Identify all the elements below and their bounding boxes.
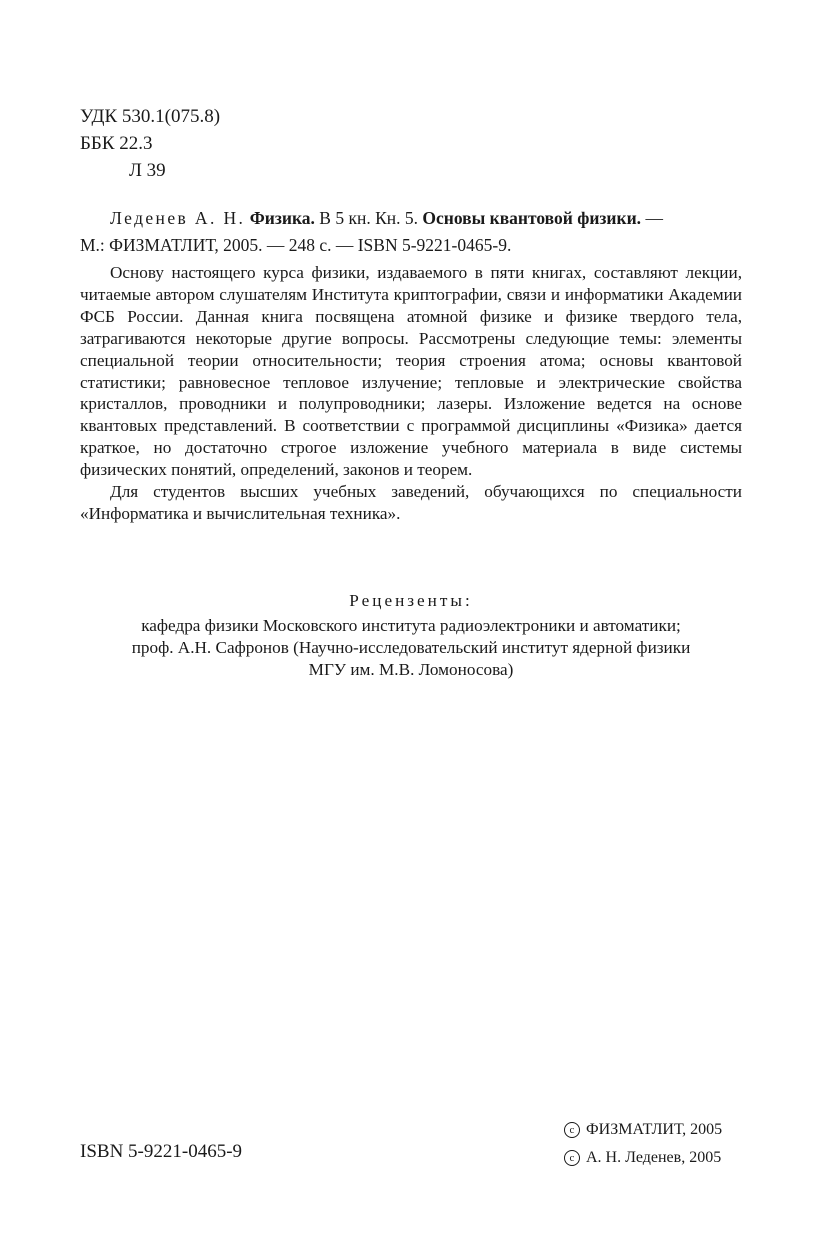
- classification-block: [80, 103, 220, 184]
- author-name: Леденев А. Н.: [110, 208, 246, 228]
- bbk-code: ББК 22.3: [80, 133, 153, 154]
- reviewer-line: МГУ им. М.В. Ломоносова): [308, 660, 514, 679]
- copyright-icon: c: [564, 1122, 580, 1138]
- copyright-holder: ФИЗМАТЛИТ, 2005: [586, 1121, 723, 1138]
- reviewers-heading: Рецензенты:: [349, 591, 473, 610]
- book-title: Физика.: [249, 208, 315, 228]
- reviewer-line: проф. А.Н. Сафронов (Научно-исследовательский институт ядерной физики: [131, 638, 691, 657]
- abstract: [80, 262, 742, 525]
- copyright-icon: c: [564, 1150, 580, 1166]
- volume-info: В 5 кн. Кн. 5.: [319, 208, 418, 228]
- copyright-line: [564, 1144, 722, 1172]
- title-dash: —: [645, 208, 663, 228]
- reviewer-line: кафедра физики Московского института радиоэлектроники и автоматики;: [141, 616, 681, 635]
- isbn-number: ISBN 5-9221-0465-9: [80, 1141, 243, 1162]
- reviewers-block: [80, 590, 742, 681]
- udk-code: УДК 530.1(075.8): [80, 106, 221, 127]
- book-subtitle: Основы квантовой физики.: [422, 208, 642, 228]
- copyright-line: [564, 1116, 722, 1144]
- imprint: М.: ФИЗМАТЛИТ, 2005. — 248 с. — ISBN 5-9221-0465-9.: [80, 235, 512, 255]
- bibliographic-record: [80, 205, 742, 259]
- abstract-paragraph: Основу настоящего курса физики, издаваемого в пяти книгах, составляют лекции, читаемые автором слушателям Института криптографии, связи и информатики Академии ФСБ России. Данная книга посвящена атомной физике и физике твердого тела, затрагиваются некоторые другие вопросы. Рассмотрены следующие темы: элементы специальной теории относительности; теория строения атома; основы квантовой статистики; равновесное тепловое излучение; тепловые и электрические свойства кристаллов, проводники и полупроводники; лазеры. Изложение ведется на основе квантовых представлений. В соответствии с программой дисциплины «Физика» дается краткое, но достаточно строгое изложение учебного материала в виде системы физических понятий, определений, законов и теорем.: [80, 263, 742, 480]
- audience-paragraph: Для студентов высших учебных заведений, обучающихся по специальности «Информатика и вычислительная техника».: [80, 482, 742, 523]
- copyright-block: [564, 1116, 722, 1172]
- author-code: Л 39: [129, 160, 166, 181]
- copyright-holder: А. Н. Леденев, 2005: [586, 1149, 722, 1166]
